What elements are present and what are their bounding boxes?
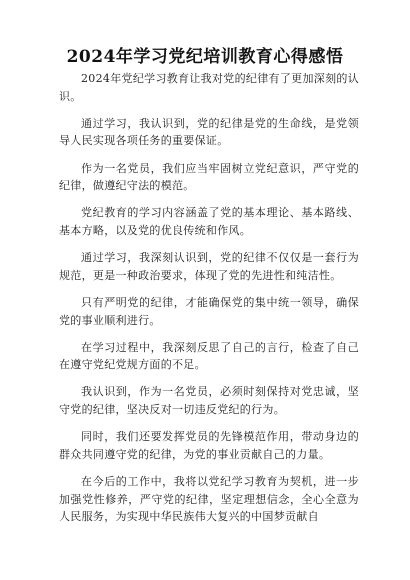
paragraph: 通过学习，我认识到，党的纪律是党的生命线，是党领导人民实现各项任务的重要保证。 [59,116,359,148]
document-body [59,70,359,526]
paragraph: 我认识到，作为一名党员，必须时刻保持对党忠诚，坚守党的纪律，坚决反对一切违反党纪的行为。 [59,385,359,417]
paragraph: 党纪教育的学习内容涵盖了党的基本理论、基本路线、基本方略，以及党的优良传统和作风。 [59,206,359,237]
paragraph: 在学习过程中，我深刻反思了自己的言行，检查了自己在遵守党纪党规方面的不足。 [59,340,359,372]
paragraph: 在今后的工作中，我将以党纪学习教育为契机，进一步加强党性修养，严守党的纪律，坚定理想信念，全心全意为人民服务，为实现中华民族伟大复兴的中国梦贡献自 [59,475,359,524]
paragraph: 作为一名党员，我们应当牢固树立党纪意识，严守党的纪律，做遵纪守法的模范。 [59,161,359,193]
paragraph: 通过学习，我深刻认识到，党的纪律不仅仅是一套行为规范，更是一种政治要求，体现了党的先进性和纯洁性。 [59,251,359,282]
paragraph: 2024年党纪学习教育让我对党的纪律有了更加深刻的认识。 [59,72,359,103]
paragraph: 同时，我们还要发挥党员的先锋模范作用，带动身边的群众共同遵守党的纪律，为党的事业贡献自己的力量。 [59,430,359,461]
document-title: 2024年学习党纪培训教育心得感悟 [66,47,344,67]
paragraph: 只有严明党的纪律，才能确保党的集中统一领导，确保党的事业顺利进行。 [59,295,359,327]
